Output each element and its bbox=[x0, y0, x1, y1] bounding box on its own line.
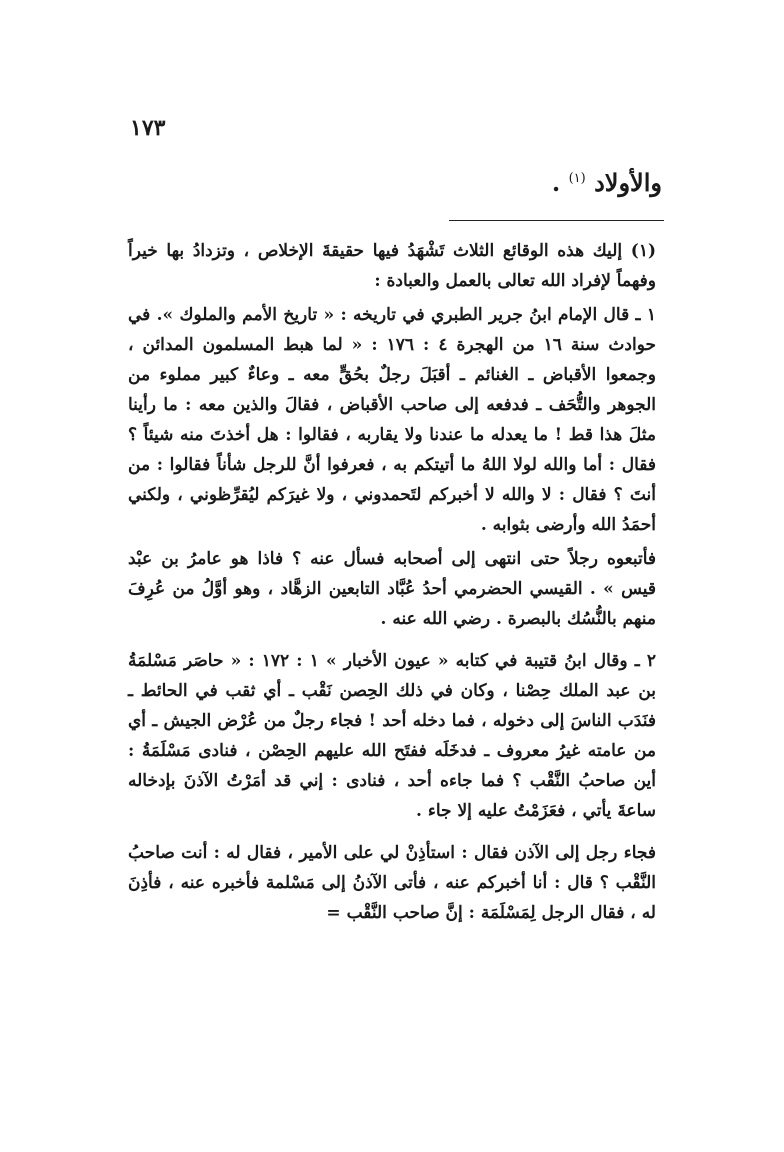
footnote-story-2: ٢ ـ وقال ابنُ قتيبة في كتابه « عيون الأخبار » ١ : ١٧٢ : « حاصَر مَسْلمَةُ بن عبد الملك حِصْنا ، وكان في ذلك الحِصن نَقْب ـ أي ثقب في الحائط ـ فنَدَب الناسَ إلى دخوله ، فما دخله أحد ! فجاء رجلٌ من عُرْض الجيش ـ أي من عامته غيرُ معروف ـ فدخَلَه ففتَح الله عليهم الحِصْن ، فنادى مَسْلَمَةُ : أين صاحبُ النَّقْب ؟ فما جاءه أحد ، فنادى : إني قد أمَرْتُ الآذنَ بإدخاله ساعةَ يأتي ، فعَزَمْتُ عليه إلا جاء . bbox=[128, 651, 656, 821]
page-number: ١٧٣ bbox=[130, 115, 166, 141]
footnote-story-2-continued: فجاء رجل إلى الآذن فقال : استأذِنْ لي على الأمير ، فقال له : أنت صاحبُ النَّقْب ؟ قال : أنا أخبركم عنه ، فأتى الآذنُ إلى مَسْلمة فأخبره عنه ، فأذِنَ له ، فقال الرجل لِمَسْلَمَة : إنَّ صاحب النَّقْب = bbox=[128, 843, 656, 923]
footnote-story-1-continued: فأتبعوه رجلاً حتى انتهى إلى أصحابه فسأل عنه ؟ فاذا هو عامرُ بن عبْد قيس » . القيسي الحضرمي أحدُ عُبَّاد التابعين الزهَّاد ، وهو أوَّلُ من عُرِفَ منهم بالنُّسُك بالبصرة . رضي الله عنه . bbox=[128, 549, 656, 629]
footnote-reference: (١) bbox=[568, 171, 586, 186]
footnote-separator-rule bbox=[449, 220, 664, 221]
footnote-intro: (١) إليك هذه الوقائع الثلاث تَشْهَدُ فيها حقيقةَ الإخلاص ، وتزدادُ بها خيراً وفهماً لإفراد الله تعالى بالعمل والعبادة : bbox=[128, 241, 656, 291]
footnote-story-1: ١ ـ قال الإمام ابنُ جرير الطبري في تاريخه : « تاريخ الأمم والملوك ». في حوادث سنة ١٦ من الهجرة ٤ : ١٧٦ : « لما هبط المسلمون المدائن ، وجمعوا الأقباض ـ الغنائم ـ أقبَلَ رجلٌ بحُقٍّ معه ـ وعاءٌ كبير مملوء من الجوهر والتُّحَف ـ فدفعه إلى صاحب الأقباض ، فقالَ والذين معه : ما رأينا مثلَ هذا قط ! ما يعدله ما عندنا ولا يقاربه ، فقالوا : هل أخذتَ منه شيئاً ؟ فقال : أما والله لولا اللهُ ما أتيتكم به ، فعرفوا أنَّ للرجل شأناً فقالوا : من أنتَ ؟ فقال : لا والله لا أخبركم لتَحمدوني ، ولا غيرَكم ليُقرِّظوني ، ولكني أحمَدُ الله وأرضى بثوابه . bbox=[128, 305, 656, 535]
closing-period: . bbox=[551, 168, 561, 197]
closing-word: والأولاد bbox=[594, 168, 662, 197]
closing-line bbox=[552, 168, 662, 197]
footnotes bbox=[128, 236, 656, 940]
